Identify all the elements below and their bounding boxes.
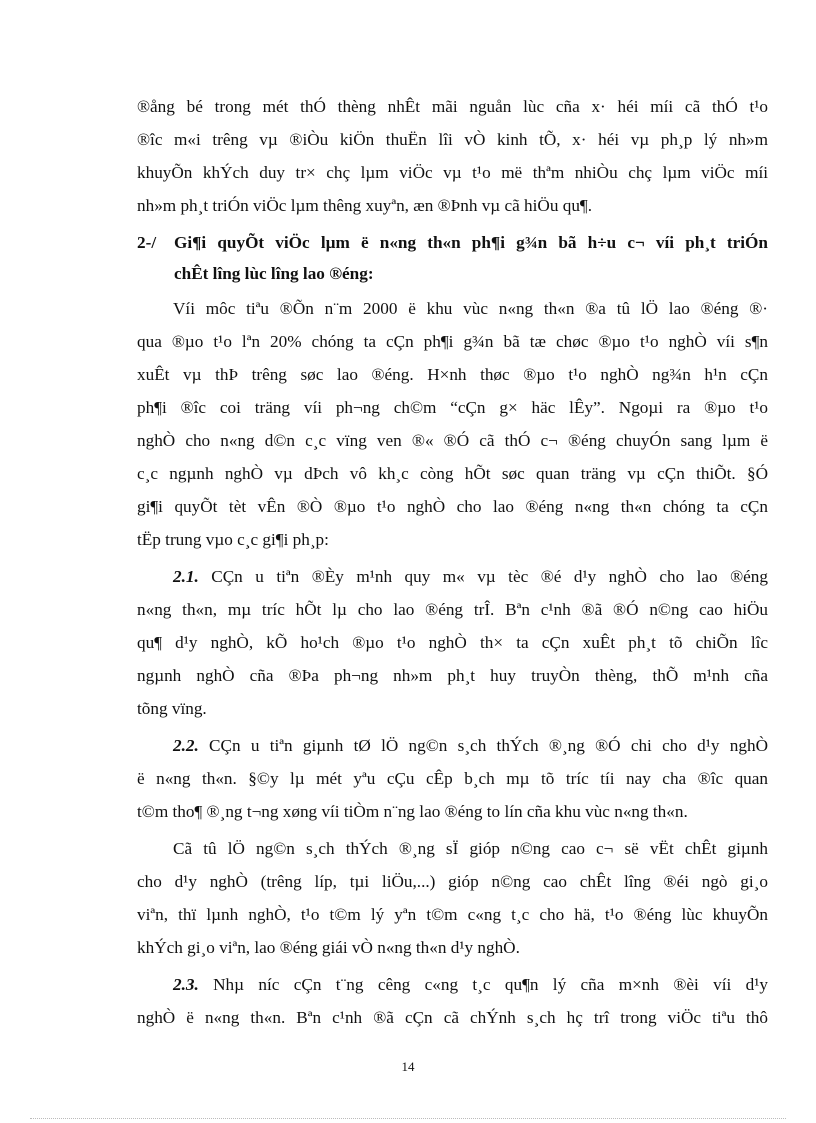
text-line: xuÊt vµ thÞ trêng søc lao ®éng. H×nh thøc ®µo t¹o nghÒ ng¾n h¹n cÇn xyxy=(137,365,768,384)
text-run: CÇn u tiªn ®Èy m¹nh quy m« vµ tèc ®é d¹y nghÒ cho lao ®éng xyxy=(198,567,768,586)
subsection-number: 2.3. xyxy=(173,975,199,994)
text-line: nh»m ph¸t triÓn viÖc lµm thêng xuyªn, æn ®Þnh vµ cã hiÖu qu¶. xyxy=(137,196,592,215)
subsection-2-1-line xyxy=(137,566,768,588)
text-line: ngµnh nghÒ cña ®Þa ph¬ng nh»m ph¸t huy truyÒn thèng, thÕ m¹nh cña xyxy=(137,666,768,685)
page-bottom-divider xyxy=(30,1118,786,1119)
text-line: gi¶i quyÕt tèt vÊn ®Ò ®µo t¹o nghÒ cho lao ®éng n«ng th«n chóng ta cÇn xyxy=(137,497,768,516)
section-title-line: chÊt lîng lùc lîng lao ®éng: xyxy=(174,264,374,283)
section-heading xyxy=(137,232,768,254)
text-line: tõng vïng. xyxy=(137,699,207,718)
section-number: 2-/ xyxy=(137,233,157,252)
text-line: khuyÕn khÝch duy tr× chç lµm viÖc vµ t¹o më thªm nhiÒu chç lµm viÖc míi xyxy=(137,163,768,182)
text-line: ph¶i ®îc coi träng víi ph¬ng ch©m “cÇn g× häc lÊy”. Ngoµi ra ®µo t¹o xyxy=(137,398,768,417)
text-line: n«ng th«n, mµ tríc hÕt lµ cho lao ®éng trÎ. Bªn c¹nh ®ã ®Ó n©ng cao hiÖu xyxy=(137,600,768,619)
text-line: qu¶ d¹y nghÒ, kÕ ho¹ch ®µo t¹o nghÒ th× ta cÇn xuÊt ph¸t tõ chiÕn lîc xyxy=(137,633,768,652)
text-line: t©m tho¶ ®¸ng t¬ng xøng víi tiÒm n¨ng lao ®éng to lín cña khu vùc n«ng th«n. xyxy=(137,802,688,821)
subsection-2-3-line xyxy=(137,974,768,996)
page-number: 14 xyxy=(401,1059,415,1074)
text-line: c¸c ngµnh nghÒ vµ dÞch vô kh¸c còng hÕt søc quan träng vµ cÇn thiÕt. §Ó xyxy=(137,464,768,483)
text-line: khÝch gi¸o viªn, lao ®éng giái vÒ n«ng th«n d¹y nghÒ. xyxy=(137,938,520,957)
text-line: Cã tû lÖ ng©n s¸ch thÝch ®¸ng sÏ gióp n©ng cao c¬ së vËt chÊt giµnh xyxy=(173,839,768,858)
subsection-2-2-line xyxy=(137,735,768,757)
subsection-number: 2.2. xyxy=(173,736,199,755)
text-line: qua ®µo t¹o lªn 20% chóng ta cÇn ph¶i g¾n bã tæ chøc ®µo t¹o nghÒ víi s¶n xyxy=(137,332,768,351)
section-heading-cont xyxy=(137,263,768,285)
text-line: tËp trung vµo c¸c gi¶i ph¸p: xyxy=(137,530,329,549)
text-line: nghÒ cho n«ng d©n c¸c vïng ven ®« ®Ó cã thÓ c¬ ®éng chuyÓn sang lµm ë xyxy=(137,431,768,450)
text-run: Nhµ níc cÇn t¨ng cêng c«ng t¸c qu¶n lý cña m×nh ®èi víi d¹y xyxy=(198,975,768,994)
text-line: ®îc m«i trêng vµ ®iÒu kiÖn thuËn lîi vÒ kinh tÕ, x· héi vµ ph¸p lý nh»m xyxy=(137,130,768,149)
text-line: Víi môc tiªu ®Õn n¨m 2000 ë khu vùc n«ng th«n ®a tû lÖ lao ®éng ®· xyxy=(173,299,768,318)
text-line: ®ång bé trong mét thÓ thèng nhÊt mãi nguån lùc cña x· héi míi cã thÓ t¹o xyxy=(137,97,768,116)
text-line: nghÒ ë n«ng th«n. Bªn c¹nh ®ã cÇn cã chÝnh s¸ch hç trî trong viÖc tiªu thô xyxy=(137,1008,768,1027)
text-line: viªn, thï lµnh nghÒ, t¹o t©m lý yªn t©m c«ng t¸c cho hä, t¹o ®éng lùc khuyÕn xyxy=(137,905,768,924)
section-title-line: Gi¶i quyÕt viÖc lµm ë n«ng th«n ph¶i g¾n bã h÷u c¬ víi ph¸t triÓn xyxy=(174,233,768,252)
subsection-number: 2.1. xyxy=(173,567,199,586)
text-line: ë n«ng th«n. §©y lµ mét yªu cÇu cÊp b¸ch mµ tõ tríc tíi nay cha ®îc quan xyxy=(137,769,768,788)
text-run: CÇn u tiªn giµnh tØ lÖ ng©n s¸ch thÝch ®¸ng ®Ó chi cho d¹y nghÒ xyxy=(198,736,768,755)
text-line: cho d¹y nghÒ (trêng líp, tµi liÖu,...) gióp n©ng cao chÊt lîng ®éi ngò gi¸o xyxy=(137,872,768,891)
